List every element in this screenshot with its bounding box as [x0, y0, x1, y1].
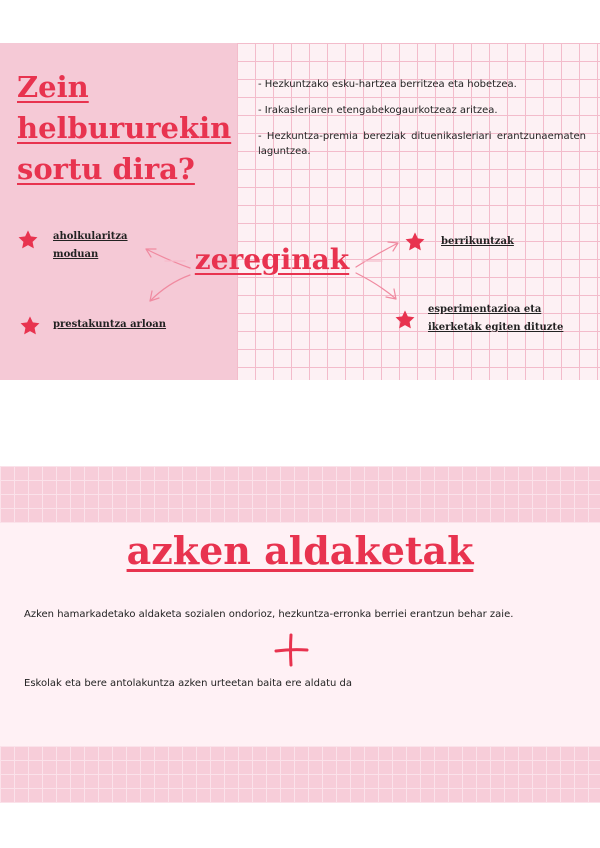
goal-item: - Irakasleriaren etengabekogaurkotzeaz aritzea. — [258, 105, 498, 116]
star-icon — [17, 229, 39, 251]
star-icon — [394, 309, 416, 331]
slide-changes — [0, 466, 600, 803]
paragraph: Azken hamarkadetako aldaketa sozialen ondorioz, hezkuntza-erronka berriei erantzun behar zaie. — [24, 609, 514, 620]
goals-list — [258, 77, 586, 170]
slide-title: Zein helbururekin sortu dira? — [17, 70, 232, 186]
task-label-advisory: aholkularitza moduan — [53, 231, 128, 260]
goal-item: - Hezkuntza-premia bereziak dituenikasleriari erantzunaematen laguntzea. — [258, 131, 586, 157]
plus-icon — [273, 632, 309, 668]
goal-item: - Hezkuntzako esku-hartzea berritzea eta hobetzea. — [258, 79, 517, 90]
task-label-training: prestakuntza arloan — [53, 319, 167, 330]
slide-goals — [0, 43, 600, 380]
slide-title: azken aldaketak — [126, 528, 474, 573]
task-label-research: esperimentazioa eta ikerketak egiten dituzte — [428, 304, 564, 333]
paragraph: Eskolak eta bere antolakuntza azken urteetan baita ere aldatu da — [24, 678, 352, 689]
center-keyword: zereginak — [194, 243, 350, 276]
task-label-innovation: berrikuntzak — [441, 236, 514, 247]
star-icon — [404, 231, 426, 253]
star-icon — [19, 315, 41, 337]
